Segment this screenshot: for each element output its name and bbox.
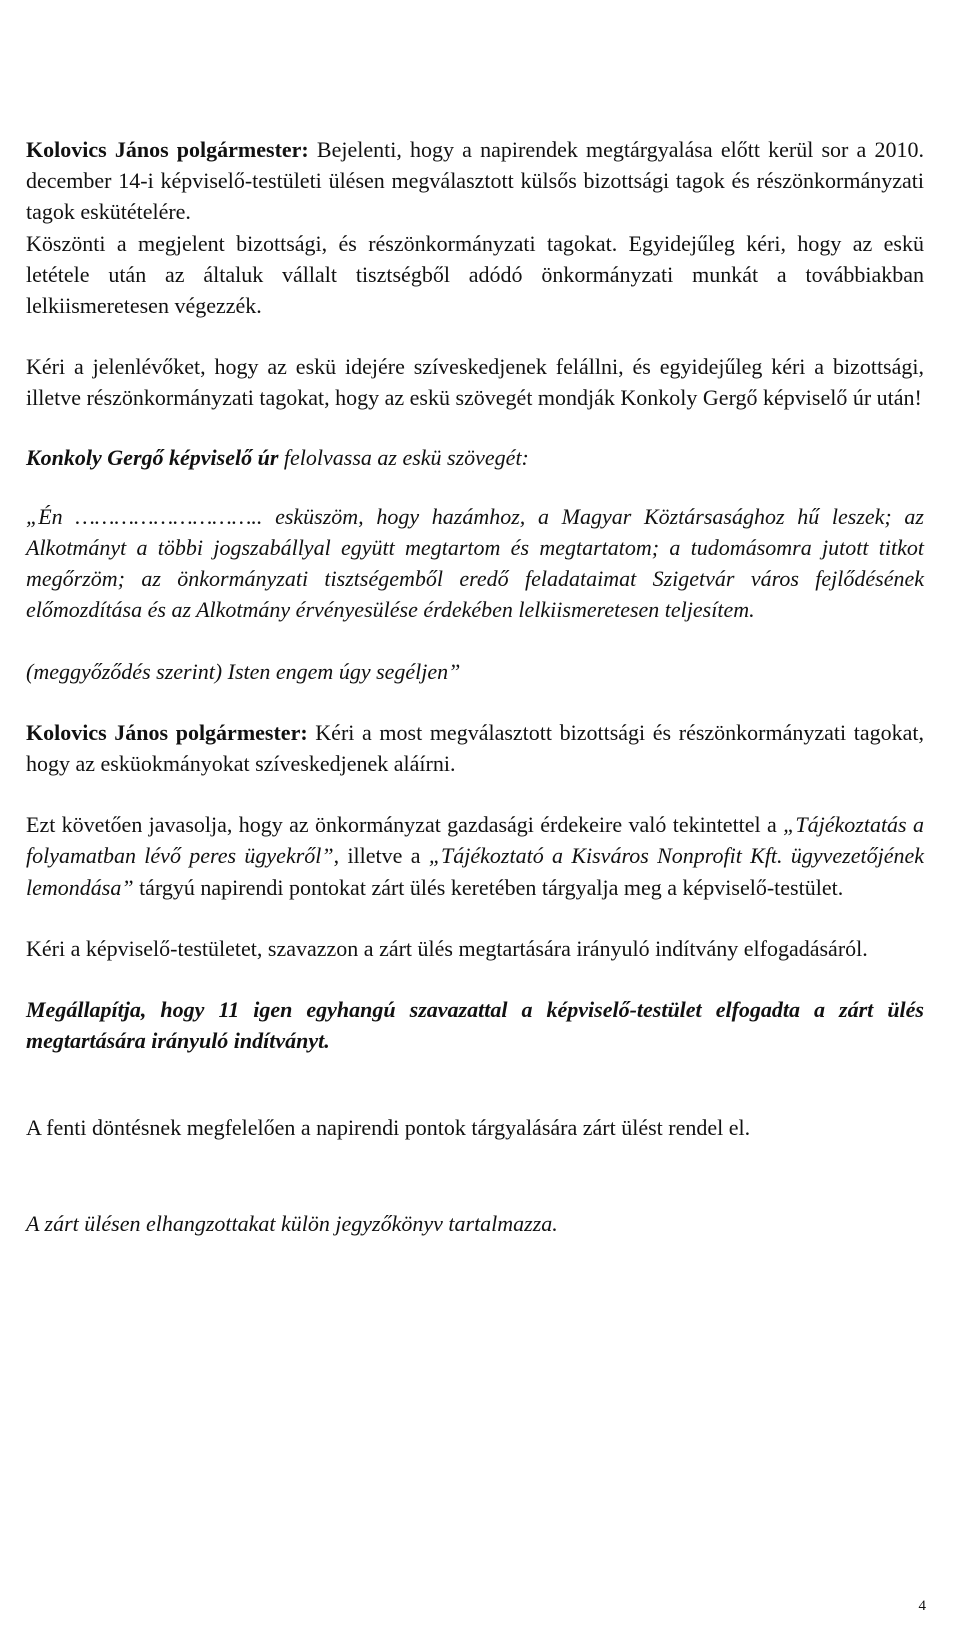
paragraph-vote-request: Kéri a képviselő-testületet, szavazzon a zárt ülés megtartására irányuló indítvány elfogadásáról. — [26, 935, 868, 961]
paragraph-vote-result: Megállapítja, hogy 11 igen egyhangú szavazattal a képviselő-testület elfogadta a zárt ülés megtartására irányuló indítványt. — [26, 997, 924, 1054]
oath-intro-text: felolvassa az eskü szövegét: — [278, 444, 529, 470]
paragraph-closed-session: A fenti döntésnek megfelelően a napirendi pontok tárgyalására zárt ülést rendel el. — [26, 1115, 751, 1141]
document-page — [26, 134, 924, 1239]
oath-reader-name: Konkoly Gergő képviselő úr — [26, 444, 279, 470]
paragraph-request-stand: Kéri a jelenlévőket, hogy az eskü idejére szíveskedjenek felállni, és egyidejűleg kéri a bizottsági, illetve részönkormányzati tagokat, hogy az eskü szövegét mondják Konkoly Gergő képviselő úr után! — [26, 354, 924, 411]
proposal-text-e: tárgyú napirendi pontokat zárt ülés keretében tárgyalja meg a képviselő-testület. — [133, 874, 844, 900]
speaker-name: Kolovics János polgármester: — [26, 137, 309, 162]
paragraph-signing — [26, 717, 924, 779]
paragraph-greeting: Köszönti a megjelent bizottsági, és részönkormányzati tagokat. Egyidejűleg kéri, hogy az eskü letétele után az általuk vállalt tisztségből adódó önkormányzati munkát a továbbiakban lelkiismeretesen végezzék. — [26, 230, 924, 319]
oath-closing: (meggyőződés szerint) Isten engem úgy segéljen” — [26, 658, 461, 684]
paragraph-text: Kéri a most megválasztott bizottsági és részönkormányzati tagokat, hogy az esküokmányokat szíveskedjenek aláírni. — [26, 719, 925, 777]
agenda-item-lawsuits: „Tájékoztatás a folyamatban lévő peres ügyekről” — [26, 812, 924, 869]
paragraph-oath-intro — [26, 442, 924, 473]
speaker-name: Kolovics János polgármester: — [26, 719, 308, 745]
agenda-item-resignation: „Tájékoztató a Kisváros Nonprofit Kft. ügyvezetőjének lemondása” — [26, 843, 924, 900]
oath-text: „Én ……………………….. esküszöm, hogy hazámhoz, a Magyar Köztársasághoz hű leszek; az Alkotmányt a többi jogszabállyal együtt megtartom és megtartatom; a tudomásomra jutott titkot megőrzöm; az önkormányzati tisztségemből eredő feladataimat Szigetvár város fejlődésének előmozdítása és az Alkotmány érvényesülése érdekében lelkiismeretesen teljesítem. — [26, 503, 924, 623]
paragraph-separate-minutes: A zárt ülésen elhangzottakat külön jegyzőkönyv tartalmazza. — [26, 1210, 558, 1236]
proposal-text-c: , illetve a — [333, 843, 429, 869]
paragraph-opening — [26, 134, 924, 228]
page-number: 4 — [918, 1598, 926, 1614]
paragraph-proposal — [26, 809, 924, 903]
proposal-text-a: Ezt követően javasolja, hogy az önkormányzat gazdasági érdekeire való tekintettel a — [26, 812, 784, 838]
paragraph-text: Bejelenti, hogy a napirendek megtárgyalása előtt kerül sor a 2010. december 14-i képviselő-testületi ülésen megválasztott külsős bizottsági tagok és részönkormányzati tagok eskütételére. — [26, 137, 924, 225]
